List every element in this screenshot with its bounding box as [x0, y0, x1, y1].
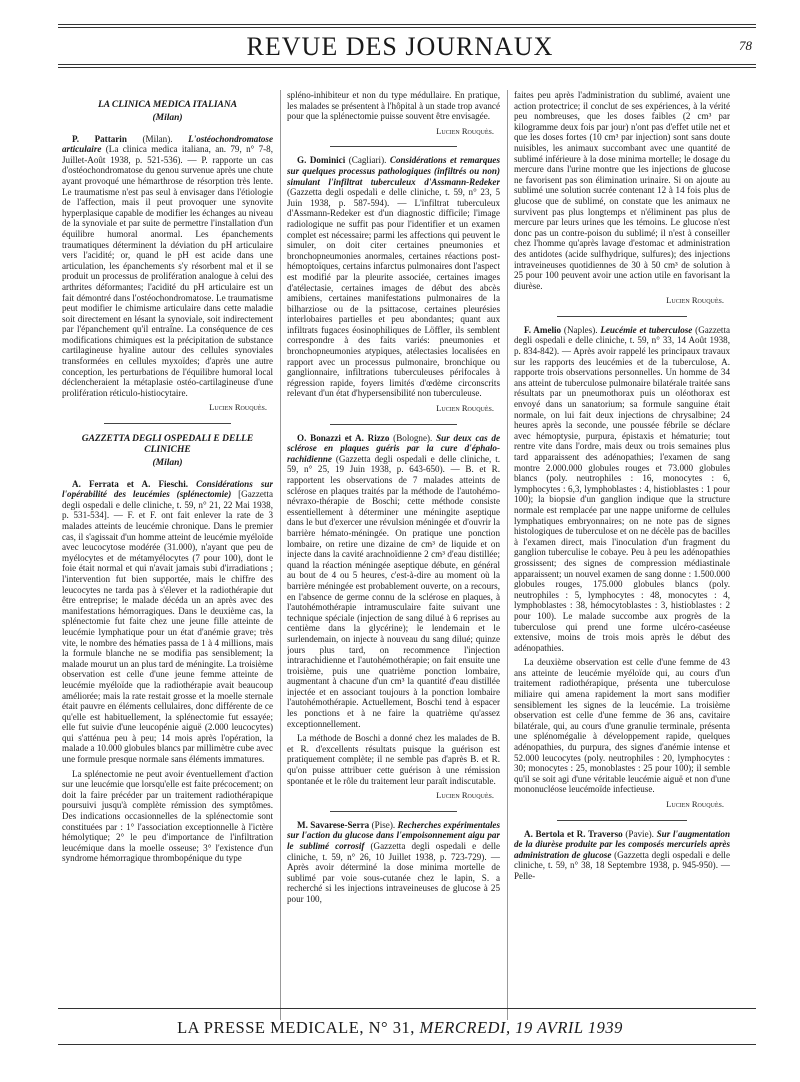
article-location: (Cagliari). — [348, 155, 387, 166]
article — [514, 829, 730, 882]
column-3 — [514, 90, 730, 1020]
page-footer — [0, 1018, 800, 1038]
header-bottom-rule-2 — [58, 67, 756, 68]
article-location: (Naples). — [563, 324, 598, 335]
article-author: F. Amelio — [524, 324, 562, 335]
article-body: (Gazzetta degli ospedali e delle cliniche, t. 59, n° 38, 18 Septembre 1938, p. 945-950). — Pelle- — [514, 849, 730, 881]
footer-date: MERCREDI, 19 AVRIL 1939 — [419, 1018, 623, 1037]
article — [514, 325, 730, 653]
article-body: (Gazzetta degli ospedali e delle cliniche, t. 59, n° 26, 10 Juillet 1938, p. 723-729). — Après avoir déterminé la dose minima mortelle de sublimé par voie sous-cutanée chez le lapin, S. a recherché si les injections intraveineuses de glucose à 25 pour 100, — [287, 841, 500, 904]
section-subtitle: (Milan) — [152, 113, 183, 123]
article-body: (Gazzetta degli ospedali e delle cliniche, t. 59, n° 25, 19 Juin 1938, p. 643-650). — B. et R. rapportent les observations de 7 malades atteints de sclérose en plaques traités par la méthode de l'autohémo-névraxo-thérapie de Boschi; cette méthode consiste essentiellement à déterminer une méningite aseptique dans le but d'exercer une révulsion méningée et d'ouvrir la barrière hémato-méningée. On pratique une ponction lombaire, on retire une dizaine de cm³ de liquide et on injecte dans la cavité arachnoïdienne 2 cm³ d'eau distillée; quand la réaction méningée aseptique débute, en général au bout de 4 ou 5 heures, c'est-à-dire au moment où la barrière méningée est probablement ouverte, on a recours, en l'absence de germe connu de la sclérose en plaques, à l'autohémothérapie intramusculaire faite suivant une technique spéciale (injection de sang dilué à 6 reprises au centième dans la glycérine); le lendemain et le surlendemain, on injecte à nouveau du sang dilué; quinze jours plus tard, on recommence l'injection intrarachidienne et l'autohémothérapie; on fait ensuite une troisième, puis une quatrième ponction lombaire, augmentant à chacune d'un cm³ la quantité d'eau distillée injectée et en associant toujours à la ponction lombaire l'autohémothérapie. Actuellement, Boschi tend à espacer les ponctions et à ne faire la quatrième qu'assez exceptionnellement. — [287, 453, 500, 729]
article-title: Sur l'augmentation de la diurèse produite par les composés mercuriels après administration de glucose — [514, 828, 730, 860]
article-title: Sur deux cas de sclérose en plaques guéris par la cure d'éphalo-rachidienne — [287, 432, 500, 464]
article-author: P. Pattarin — [72, 133, 127, 144]
section-title: LA CLINICA MEDICA ITALIANA — [97, 100, 238, 110]
article-author: O. Bonazzi et A. Rizzo — [297, 432, 390, 443]
article — [287, 155, 500, 399]
article — [62, 479, 273, 765]
article-location: (Pavie). — [625, 828, 654, 839]
signature: Lucien Rouquès. — [209, 402, 267, 413]
article-body: (Gazzetta degli ospedali e delle cliniche, t. 59, n° 33, 14 Août 1938, p. 834-842). — Après avoir rappelé les principaux travaux sur les rapports des leucémies et de la tuberculose, A. rapporte trois observations personnelles. Un homme de 34 ans atteint de tuberculose pulmonaire bilatérale traitée sans résultats par un pneumothorax puis un oléothorax est envoyé dans un sanatorium; sa formule sanguine était normale, on lui fait deux injections de chrysalbine; 24 heures après la seconde, une poussée fébrile se déclare avec hémoptysie, purpura, épistaxis et hématurie; tout rentre vite dans l'ordre, mais deux ou trois semaines plus tard apparaissent des adénopathies; l'examen de sang montre 2.000.000 globules rouges et 73.000 globules blancs (poly. neutrophiles : 16, monocytes : 6, lymphocytes : 6,3, lymphoblastes : 4, histioblastes : 1 pour 100); la biopsie d'un ganglion indique que la structure normale est remplacée par une nappe uniforme de cellules lymphatiques embryonnaires; on ne note pas de signes histologiques de tuberculose et on ne décèle pas de bacilles à l'examen direct, mais l'inoculation d'un fragment du ganglion tuberculise le cobaye. Peu à peu les adénopathies grossissent; des signes de compression médiastinale apparaissent; un nouvel examen de sang donne : 1.500.000 globules rouges, 175.000 globules blancs (poly. neutrophiles : 5, lymphocytes : 48, monocytes : 4, lymphoblastes : 38, hémocytoblastes : 3, histioblastes : 2 pour 100). Le malade succombe aux progrès de la tuberculose qui prend une forme ulcéro-caséeuse extensive, moins de trois mois après le début des adénopathies. — [514, 324, 730, 653]
article — [287, 433, 500, 730]
separator — [330, 146, 458, 147]
signature: Lucien Rouquès. — [666, 295, 724, 306]
article-body: (Gazzetta degli ospedali e delle cliniche, t. 59, n° 23, 5 Juin 1938, p. 587-594). — L'infiltrat tuberculeux d'Assmann-Redeker est d'un diagnostic difficile; l'image radiologique ne suffit pas pour l'identifier et un examen complet est nécessaire; parmi les affections qui peuvent le simuler, on doit citer certaines pneumonies et bronchopneumonies anormales, certaines réactions post-hémoptoïques, certains infarctus pulmonaires dont l'aspect est modifié par la pleurite associée, certaines images d'atélectasie, certaines images de début des abcès amibiens, certaines manifestations pulmonaires de la bilharziose ou de la psittacose, certaines pleurésies interlobaires partielles et peu abondantes; quant aux infiltrats fugaces éosinophiliques de Löffler, ils semblent correspondre à des faits variés: pneumonies et bronchopneumonies atypiques, atélectasies localisées en rapport avec un processus pulmonaire, bronchique ou ganglionnaire, infiltrations tuberculeuses périfocales à régression rapide, foyers limités d'œdème circonscrits relevant d'un état d'hypersensibilité non tuberculeuse. — [287, 187, 500, 399]
signature: Lucien Rouquès. — [436, 403, 494, 414]
signature: Lucien Rouquès. — [436, 125, 494, 136]
page-title: REVUE DES JOURNAUX — [246, 32, 554, 61]
article-title: Considérations et remarques sur quelques processus pathologiques (infiltrés ou non) simulant l'infiltrat tuberculeux d'Assmann-Redeker — [287, 155, 500, 187]
header-top-rule — [58, 24, 756, 25]
article-author: M. Savarese-Serra — [297, 819, 370, 830]
separator — [330, 424, 458, 425]
footer-top-rule — [58, 1008, 756, 1009]
column-divider — [280, 90, 281, 1020]
article-author: A. Ferrata et A. Fieschi. — [72, 478, 189, 489]
header-top-rule-2 — [58, 27, 756, 28]
separator — [104, 423, 231, 424]
article-continuation: faites peu après l'administration du sublimé, avaient une action protectrice; il conclut de ses expériences, à la vérité peu nombreuses, que les doses faibles (2 cm³ par kilogramme deux fois par jour) n'ont pas d'effet utile net et que les doses fortes (10 cm³ par injection) sont sans doute nuisibles, les animaux succombant avec une quantité de sublimé inférieure à la dose minima mortelle; le dosage du mercure dans l'urine montre que les injections de glucose ne favorisent pas son élimination urinaire. Si on ajoute au sublimé une solution sucrée contenant 12 à 14 fois plus de glucose que de sublimé, on constate que les animaux ne survivent pas plus longtemps et n'éliminent pas plus de mercure par leurs urines que les témoins. Le glucose n'est donc pas un contre-poison du sublimé; il n'est à conseiller chez l'homme qu'après lavage d'estomac et administration des antidotes (acide sulfhydrique, sulfures); des injections intraveineuses quotidiennes de 30 à 50 cm³ de solution à 25 pour 100 peuvent avoir une action utile en favorisant la diurèse. — [514, 90, 730, 291]
column-divider — [507, 90, 508, 1020]
section-title: GAZZETTA DEGLI OSPEDALI E DELLE CLINICHE — [81, 434, 254, 456]
signature: Lucien Rouquès. — [666, 799, 724, 809]
footer-journal: LA PRESSE MEDICALE, N° 31, — [177, 1018, 415, 1037]
article-author: G. Dominici — [297, 155, 346, 166]
separator — [330, 811, 458, 812]
separator — [557, 820, 687, 821]
article-continuation: spléno-inhibiteur et non du type médullaire. En pratique, les malades se présentent à l'hôpital à un stade trop avancé pour que la splénectomie puisse souvent être envisagée. — [287, 90, 500, 122]
header-bottom-rule — [58, 64, 756, 65]
signature: Lucien Rouquès. — [436, 790, 494, 801]
section-subtitle: (Milan) — [152, 458, 183, 469]
article-title: Considérations sur l'opérabilité des leucémies (splénectomie) — [62, 478, 273, 500]
separator — [557, 316, 687, 317]
page-number: 78 — [739, 38, 752, 53]
article-location: (Bologne). — [393, 432, 433, 443]
article-paragraph: La deuxième observation est celle d'une femme de 43 ans atteinte de leucémie myéloïde qui, au cours d'un traitement radiothérapique, présenta une tuberculose miliaire qui amena rapidement la mort sans modifier sensiblement les signes de la leucémie. La troisième observation est celle d'une femme de 36 ans, cavitaire bilatérale, qui, au cours d'une granulie terminale, présenta une splénomégalie à développement rapide, quelques adénopathies, du purpura, des signes d'anémie intense et 52.000 leucocytes (poly. neutrophiles : 20, lymphocytes : 30; monocytes : 25, monoblastes : 25 pour 100); il semble qu'il se soit agi d'une véritable leucémie aiguë et non d'une mononucléose leucémoïde infectieuse. — [514, 657, 730, 795]
footer-bottom-rule — [58, 1044, 756, 1045]
column-1 — [62, 90, 273, 1020]
article-body: (La clinica medica italiana, an. 79, n° 7-8, Juillet-Août 1938, p. 521-536). — P. rapporte un cas d'ostéochondromatose du genou survenue après une chute ayant provoqué une hémarthrose de résorption très lente. Le traumatisme n'est pas seul à envisager dans l'étiologie de l'affection, mais il peut provoquer une synovite hyperplasique capable de modifier les échanges au niveau de la synoviale et par suite de permettre l'installation d'un équilibre humoral anormal. Les épanchements traumatiques déterminent la déviation du pH articulaire vers l'acidité; or, quand le pH est acide dans une articulation, les épanchements s'y résorbent mal et il se produit un processus de prolifération analogue à celui des arthrites déformantes; l'acidité du pH articulaire est un fait démontré dans l'ostéochondromatose. Le traumatisme peut modifier le chimisme articulaire dans cette maladie soit directement en lésant la synoviale, soit indirectement par l'épanchement qu'il entraîne. La conséquence de ces modifications chimiques est la précipitation de substance cartilagineuse hyaline autour des cellules synoviales transformées en cellules myxoïdes; d'après une autre conception, les perturbations de l'équilibre humoral local déclencheraient la métaplasie ostéo-cartilagineuse d'une prolifération réticulo-histiocytaire. — [62, 144, 273, 398]
article — [62, 134, 273, 399]
article-location: (Pise). — [371, 819, 396, 830]
article-paragraph: La méthode de Boschi a donné chez les malades de B. et R. d'excellents résultats puisque la guérison est pratiquement complète; il ne semble pas d'après B. et R. qu'on puisse attribuer cette guérison à une rémission spontanée et le rôle du traitement leur paraît indiscutable. — [287, 733, 500, 786]
article-title: Leucémie et tuberculose — [600, 324, 693, 335]
column-2 — [287, 90, 500, 1020]
article-title: L'ostéochondromatose articulaire — [62, 133, 273, 155]
article-location: (Milan). — [142, 133, 173, 144]
article-body: [Gazzetta degli ospedali e delle cliniche, t. 59, n° 21, 22 Mai 1938, p. 531-534]. — F. et F. ont fait enlever la rate de 3 malades atteints de leucémie chronique. Dans le premier cas, il s'agissait d'un homme atteint de leucémie myéloïde avec leucocytose modérée (31.000), n'ayant que peu de myélocytes et de métamyélocytes (7 pour 100), dont le foie était normal et qui n'avait jamais subi d'irradiations ; l'intervention fut bien supportée, mais le chiffre des leucocytes ne tarda pas à s'élever et la radiothérapie dut être entreprise; le malade décéda un an après avec des manifestations hémorragiques. Dans le deuxième cas, la splénectomie fut faite chez une jeune fille atteinte de leucémie lymphatique pour un état d'anémie grave; très vite, le nombre des hématies passa de 1 à 4 millions, mais la formule blanche ne se modifia pas sensiblement; la malade mourut un an plus tard de méningite. La troisième observation est celle d'une jeune femme atteinte de leucémie myéloïde que la radiothérapie avait beaucoup améliorée; mais la rate restait grosse et la moelle sternale était pauvre en éléments cellulaires, donc différente de ce qu'elle est habituellement, la splénectomie fut essayée; elle fut suivie d'une leucopénie aiguë (2.000 leucocytes) qui s'atténua peu à peu; 14 mois après l'opération, la malade a 10.000 globules blancs par millimètre cube avec une formule presque normale sans éléments immatures. — [62, 489, 273, 765]
article — [287, 820, 500, 905]
article-paragraph: La splénectomie ne peut avoir éventuellement d'action sur une leucémie que lorsqu'elle est faite précocement; on doit la faire précéder par un traitement radiothérapique poursuivi jusqu'à complète rémission des symptômes. Des indications occasionnelles de la splénectomie sont constituées par : 1° l'association exceptionnelle à l'ictère hémolytique; 2° le peu d'importance de l'infiltration leucémique dans la moelle osseuse; 3° l'existence d'un syndrome hémorragique thrombopénique du type — [62, 768, 273, 864]
article-title: Recherches expérimentales sur l'action du glucose dans l'empoisonnement aigu par le sublimé corrosif — [287, 819, 500, 851]
article-author: A. Bertola et R. Traverso — [524, 828, 623, 839]
